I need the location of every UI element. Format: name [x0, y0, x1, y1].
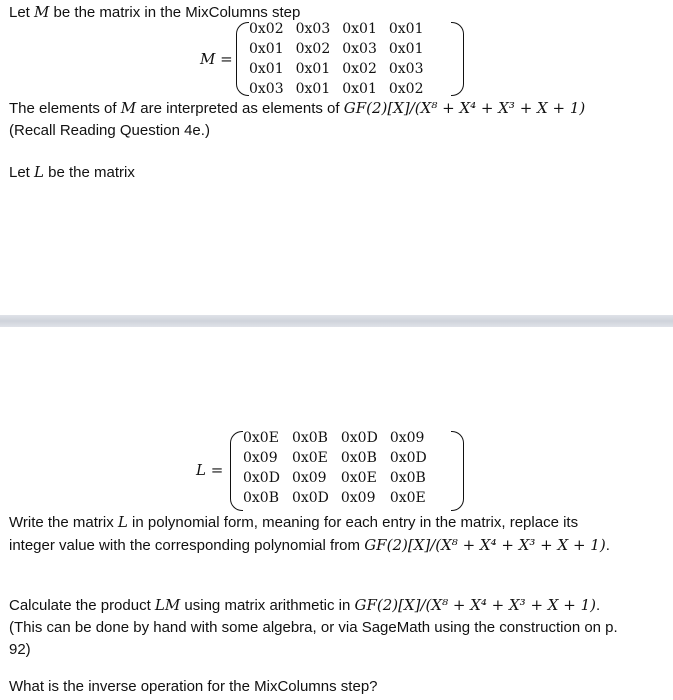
matrix-cell: 0x09 — [389, 430, 425, 446]
matrix-cell: 0x0D — [243, 470, 280, 486]
matrix-cell: 0x0D — [340, 430, 378, 446]
matrix-cell: 0x01 — [342, 81, 377, 97]
matrix-cell: 0x03 — [249, 81, 284, 97]
matrix-cell: 0x01 — [249, 41, 284, 57]
var-l: L — [34, 163, 44, 181]
matrix-l — [243, 429, 427, 508]
matrix-cell: 0x03 — [388, 61, 424, 77]
matrix-cell: 0x03 — [342, 41, 377, 57]
matrix-cell: 0x02 — [388, 81, 424, 97]
matrix-cell: 0x01 — [388, 21, 424, 37]
matrix-cell: 0x0D — [389, 450, 427, 466]
matrix-cell: 0x02 — [295, 41, 331, 57]
matrix-cell: 0x03 — [295, 21, 331, 37]
q1-middle: in polynomial form, meaning for each entry in the matrix, replace its integer value with the corresponding polynomial from — [9, 514, 579, 554]
question-product — [9, 594, 619, 661]
matrix-cell: 0x01 — [249, 61, 284, 77]
matrix-l-label — [196, 461, 223, 479]
elements-line — [9, 99, 585, 118]
matrix-cell: 0x01 — [295, 61, 331, 77]
q2-middle: using matrix arithmetic in — [180, 597, 355, 614]
q2-prefix: Calculate the product — [9, 597, 155, 614]
var-m: M — [120, 99, 137, 117]
intro-suffix: be the matrix in the MixColumns step — [49, 4, 301, 21]
matrix-l-left-paren — [230, 431, 243, 511]
field-expression: GF(2)[X]/(X⁸ + X⁴ + X³ + X + 1) — [354, 596, 596, 614]
matrix-cell: 0x02 — [249, 21, 284, 37]
matrix-l-label-text: L = — [196, 461, 224, 479]
matrix-cell: 0x0E — [291, 450, 328, 466]
matrix-cell: 0x0D — [291, 490, 329, 506]
matrix-cell: 0x0B — [243, 490, 279, 506]
elements-middle: are interpreted as elements of — [136, 100, 344, 117]
matrix-cell: 0x0B — [291, 430, 328, 446]
elements-prefix: The elements of — [9, 100, 121, 117]
var-m: M — [34, 3, 50, 21]
q1-suffix: . — [605, 537, 610, 554]
matrix-cell: 0x0E — [389, 490, 426, 506]
matrix-cell: 0x01 — [342, 21, 377, 37]
let-l-suffix: be the matrix — [44, 164, 135, 181]
intro-prefix: Let — [9, 4, 35, 21]
matrix-cell: 0x0B — [389, 470, 426, 486]
matrix-cell: 0x0E — [340, 470, 377, 486]
field-expression: GF(2)[X]/(X⁸ + X⁴ + X³ + X + 1) — [343, 99, 586, 117]
let-l-line — [9, 163, 135, 182]
matrix-m-label-text: M = — [200, 50, 233, 68]
matrix-cell: 0x01 — [295, 81, 331, 97]
matrix-cell: 0x09 — [340, 490, 376, 506]
matrix-cell: 0x02 — [342, 61, 377, 77]
matrix-cell: 0x0E — [243, 430, 279, 446]
matrix-cell: 0x09 — [243, 450, 278, 466]
field-expression: GF(2)[X]/(X⁸ + X⁴ + X³ + X + 1) — [364, 536, 606, 554]
matrix-m — [249, 20, 424, 99]
matrix-m-right-paren — [451, 22, 464, 96]
image-divider — [0, 315, 673, 327]
recall-line: (Recall Reading Question 4e.) — [9, 122, 210, 139]
question-inverse: What is the inverse operation for the MixColumns step? — [9, 678, 378, 695]
var-lm: LM — [154, 596, 181, 614]
question-polynomial-form — [9, 511, 619, 557]
matrix-cell: 0x0B — [340, 450, 377, 466]
matrix-m-left-paren — [236, 22, 249, 96]
q1-prefix: Write the matrix — [9, 514, 118, 531]
matrix-l-right-paren — [451, 431, 464, 511]
matrix-m-label — [200, 50, 233, 68]
var-l: L — [117, 513, 128, 531]
let-l-prefix: Let — [9, 164, 35, 181]
matrix-cell: 0x09 — [291, 470, 327, 486]
q2-suffix: . (This can be done by hand with some algebra, or via SageMath using the construction on p. 92) — [9, 597, 618, 658]
matrix-cell: 0x01 — [388, 41, 424, 57]
